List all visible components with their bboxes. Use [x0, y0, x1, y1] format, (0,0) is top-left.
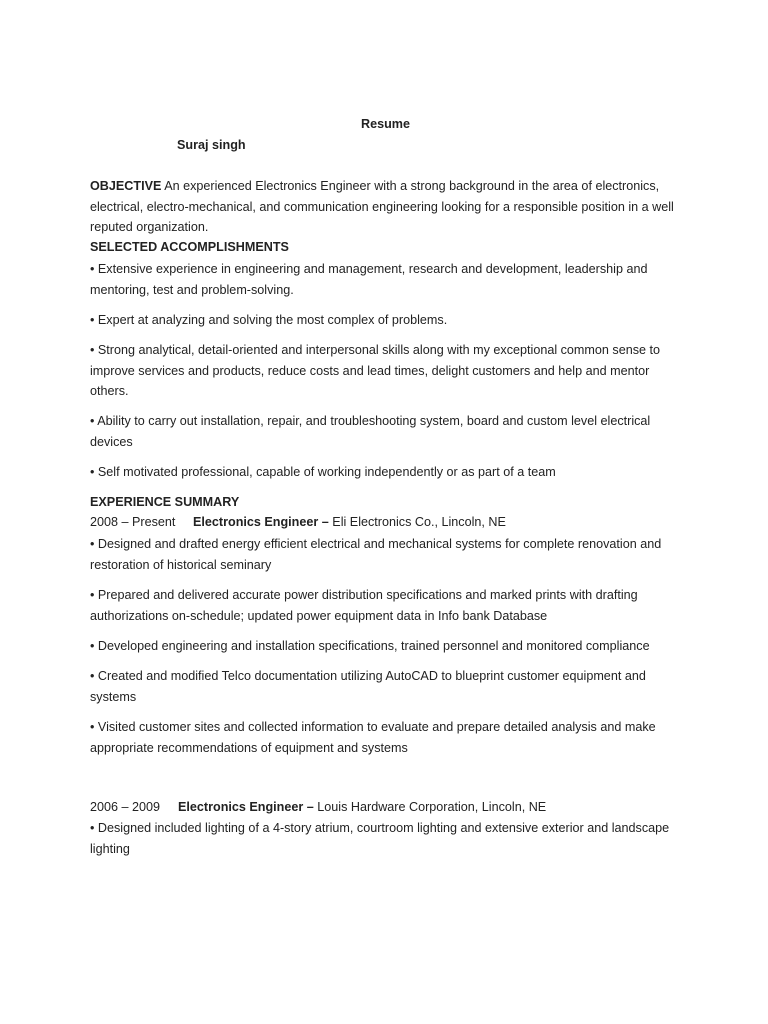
accomplishment-item: • Extensive experience in engineering and management, research and development, leadership and mentoring, test and problem-solving. [90, 262, 648, 297]
job-item: • Designed and drafted energy efficient electrical and mechanical systems for complete renovation and restoration of historical seminary [90, 537, 662, 572]
job-company: Eli Electronics Co., Lincoln, NE [328, 515, 506, 529]
objective-heading: OBJECTIVE [90, 179, 162, 193]
job-item: • Developed engineering and installation specifications, trained personnel and monitored compliance [90, 639, 650, 653]
accomplishments-heading: SELECTED ACCOMPLISHMENTS [90, 240, 289, 254]
candidate-name: Suraj singh [177, 138, 246, 152]
document-title: Resume [361, 117, 410, 131]
experience-heading: EXPERIENCE SUMMARY [90, 495, 240, 509]
job-company: Louis Hardware Corporation, Lincoln, NE [313, 800, 547, 814]
accomplishment-item: • Expert at analyzing and solving the most complex of problems. [90, 313, 448, 327]
job-title-line [178, 800, 546, 814]
job-item: • Prepared and delivered accurate power distribution specifications and marked prints with drafting authorizations on-schedule; updated power equipment data in Info bank Database [90, 588, 638, 623]
job-role: Electronics Engineer – [178, 800, 314, 814]
job-item: • Designed included lighting of a 4-story atrium, courtroom lighting and extensive exterior and landscape lighting [90, 821, 670, 856]
job-role: Electronics Engineer – [193, 515, 329, 529]
job-dates: 2006 – 2009 [90, 800, 161, 814]
job-title-line [193, 515, 506, 529]
accomplishment-item: • Ability to carry out installation, repair, and troubleshooting system, board and custom level electrical devices [90, 414, 651, 449]
objective-text: An experienced Electronics Engineer with a strong background in the area of electronics, electrical, electro-mechanical, and communication engineering looking for a responsible position in a well reputed organization. [90, 179, 674, 235]
job-dates: 2008 – Present [90, 515, 176, 529]
job-item: • Created and modified Telco documentation utilizing AutoCAD to blueprint customer equipment and systems [90, 669, 646, 704]
accomplishment-item: • Self motivated professional, capable of working independently or as part of a team [90, 465, 556, 479]
accomplishment-item: • Strong analytical, detail-oriented and interpersonal skills along with my exceptional common sense to improve services and products, reduce costs and lead times, delight customers and help and mentor others. [90, 343, 661, 399]
job-item: • Visited customer sites and collected information to evaluate and prepare detailed analysis and make appropriate recommendations of equipment and systems [90, 720, 656, 755]
objective-section [90, 176, 690, 238]
